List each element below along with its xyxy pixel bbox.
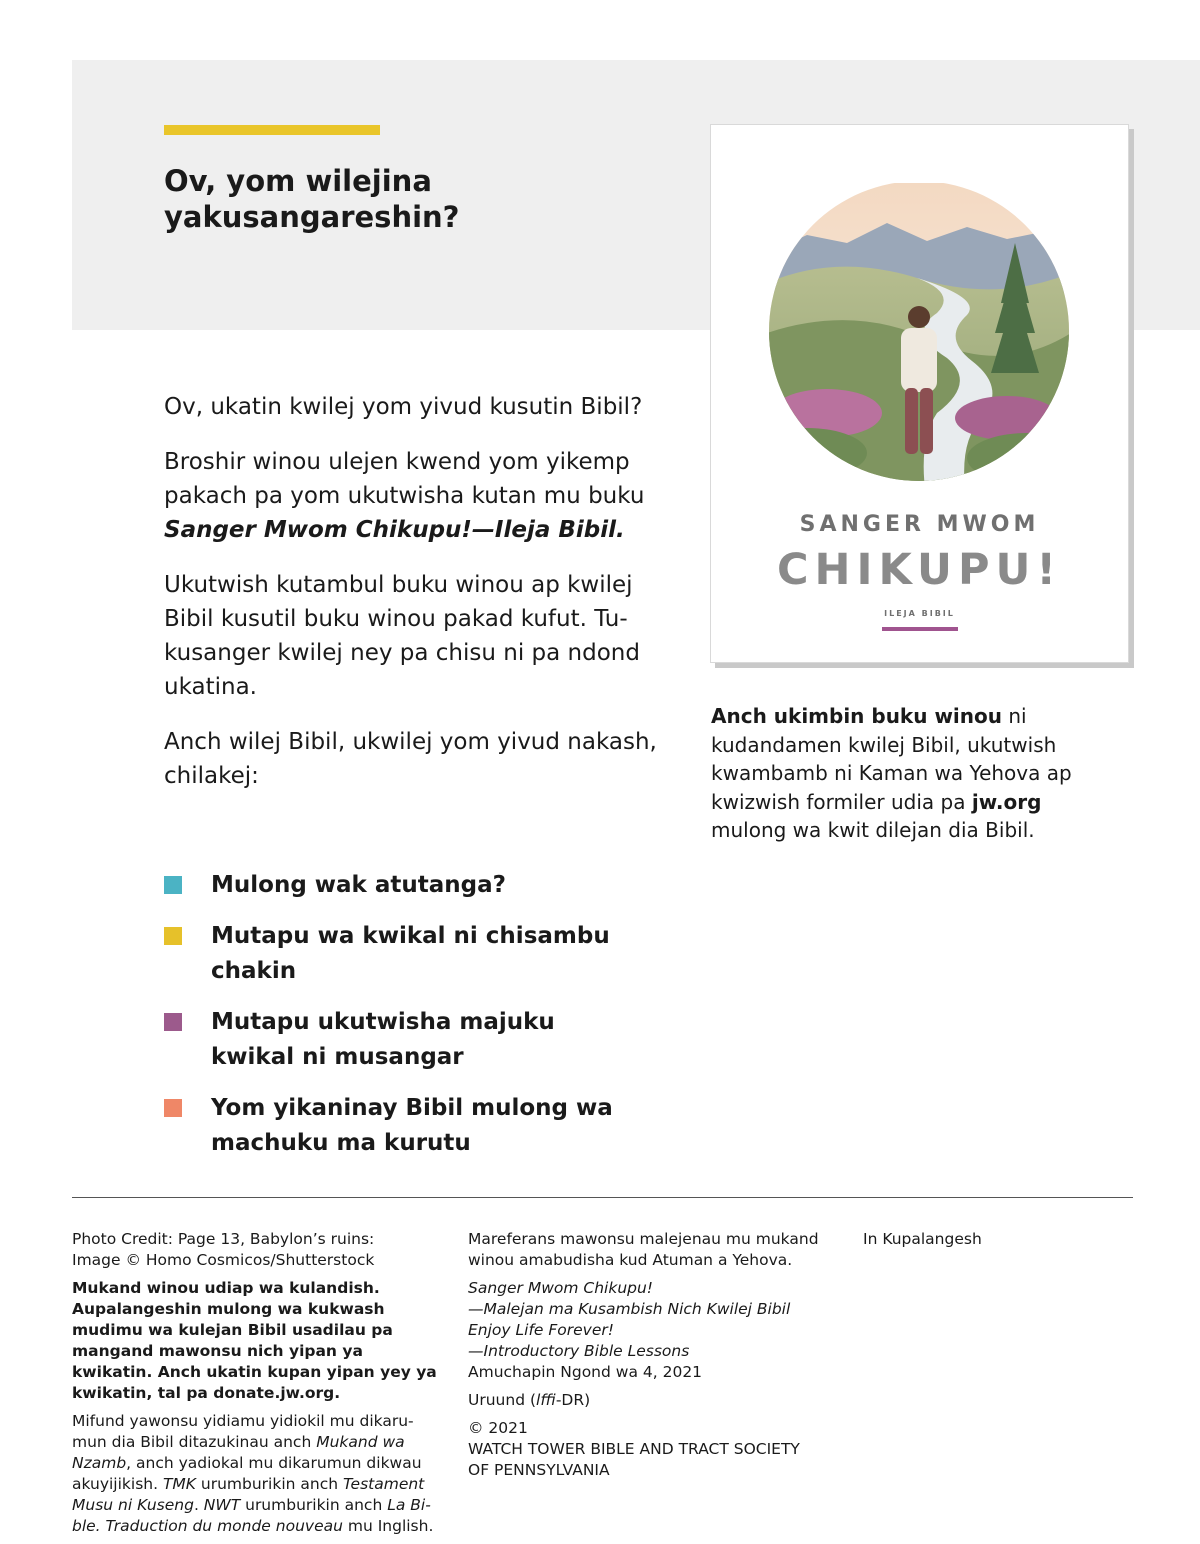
- language-note: In Kupalangesh: [863, 1230, 982, 1248]
- footer-column-2: [468, 1229, 838, 1488]
- list-item: [164, 868, 644, 903]
- donation-note: Mukand winou udiap wa kulandish. Aupalangeshin mulong wa kukwash mudimu wa kulejan Bibil usadilau pa mangand mawonsu nich yipan ya kwikatin. Anch ukatin kupan yipan yey ya kwikatin, tal pa donate.jw.org.: [72, 1279, 437, 1402]
- page-title-line1: Ov, yom wilejina: [164, 164, 432, 198]
- book-title-line: Enjoy Life Forever!: [468, 1321, 614, 1339]
- scripture-text: urumburikin anch: [240, 1496, 388, 1514]
- copyright-year: © 2021: [468, 1419, 528, 1437]
- scripture-italic: La Bible. Traduction du monde nouveau: [72, 1496, 431, 1535]
- topic-label: Yom yikaninay Bibil mulong wa machuku ma kurutu: [211, 1095, 613, 1156]
- page-title: [164, 163, 644, 235]
- publication-code: [468, 1390, 838, 1411]
- side-note-text: ni kudandamen kwilej Bibil, ukutwish kwambamb ni Kaman wa Yehova ap kwizwish formiler udia pa: [711, 704, 1072, 814]
- topic-label: Mulong wak atutanga?: [211, 872, 506, 898]
- scripture-text: , anch yadiokal mu dikarumun dikwau akuyijikish.: [72, 1454, 422, 1493]
- code-text: Uruund (: [468, 1391, 537, 1409]
- book-title: Sanger Mwom Chikupu!—Ileja Bibil.: [164, 517, 625, 543]
- copyright: [468, 1418, 838, 1481]
- intro-paragraph-4: Anch wilej Bibil, ukwilej yom yivud nakash, chilakej:: [164, 729, 657, 789]
- scripture-italic: TMK: [162, 1475, 196, 1493]
- book-title-line: —Malejan ma Kusambish Nich Kwilej Bibil: [468, 1300, 791, 1318]
- scripture-text: mu Inglish.: [342, 1517, 434, 1535]
- footer-divider: [72, 1197, 1133, 1198]
- photo-credit: [72, 1229, 442, 1271]
- book-titles: [468, 1278, 838, 1383]
- cover-title-large: CHIKUPU!: [776, 545, 1063, 595]
- yellow-square-icon: [164, 927, 182, 945]
- code-italic: lffi: [536, 1391, 556, 1409]
- intro-paragraph-3: Ukutwish kutambul buku winou ap kwilej Bibil kusutil buku winou pakad kufut. Tukusanger kwilej ney pa chisu ni pa ndond ukatina.: [164, 572, 640, 700]
- side-note-text-end: mulong wa kwit dilejan dia Bibil.: [711, 818, 1035, 842]
- copyright-org: OF PENNSYLVANIA: [468, 1461, 610, 1479]
- topic-label: Mutapu ukutwisha majuku kwikal ni musangar: [211, 1009, 555, 1070]
- title-accent-bar: [164, 125, 380, 135]
- side-note-lead: Anch ukimbin buku winou: [711, 704, 1002, 728]
- footer-column-1: [72, 1229, 442, 1544]
- publisher-note: Mareferans mawonsu malejenau mu mukand winou amabudisha kud Atuman a Yehova.: [468, 1230, 819, 1269]
- purple-square-icon: [164, 1013, 182, 1031]
- book-cover: [710, 124, 1129, 663]
- edition: Amuchapin Ngond wa 4, 2021: [468, 1363, 703, 1381]
- list-item: [164, 1091, 644, 1161]
- cover-title-small: SANGER MWOM: [799, 512, 1040, 537]
- topic-label: Mutapu wa kwikal ni chisambu chakin: [211, 923, 610, 984]
- list-item: [164, 1005, 644, 1075]
- cover-illustration: [767, 183, 1071, 493]
- copyright-org: WATCH TOWER BIBLE AND TRACT SOCIETY: [468, 1440, 800, 1458]
- intro-paragraph-2-text: Broshir winou ulejen kwend yom yikemp pakach pa yom ukutwisha kutan mu buku: [164, 449, 645, 509]
- intro-paragraph-1: Ov, ukatin kwilej yom yivud kusutin Bibil?: [164, 394, 643, 420]
- intro-text: [164, 390, 684, 814]
- photo-credit-line2: Image © Homo Cosmicos/Shutterstock: [72, 1251, 375, 1269]
- topic-list: [164, 868, 644, 1177]
- side-note: [711, 702, 1111, 845]
- scripture-text: Mifund yawonsu yidiamu yidiokil mu dikarumun dia Bibil ditazukinau anch: [72, 1412, 414, 1451]
- scripture-italic: Mukand wa Nzamb: [72, 1433, 405, 1472]
- scripture-text: .: [193, 1496, 204, 1514]
- list-item: [164, 919, 644, 989]
- book-title-line: Sanger Mwom Chikupu!: [468, 1279, 654, 1297]
- book-title-line: —Introductory Bible Lessons: [468, 1342, 690, 1360]
- cover-accent-line: [882, 627, 958, 631]
- scripture-note: [72, 1411, 442, 1537]
- scripture-text: urumburikin anch: [195, 1475, 343, 1493]
- page-title-line2: yakusangareshin?: [164, 200, 460, 234]
- code-text: -DR): [555, 1391, 591, 1409]
- footer-column-3: [863, 1229, 1113, 1257]
- intro-paragraph-2: [164, 445, 684, 547]
- scripture-italic: Testament Musu ni Kuseng: [72, 1475, 425, 1514]
- teal-square-icon: [164, 876, 182, 894]
- photo-credit-line1: Photo Credit: Page 13, Babylon’s ruins:: [72, 1230, 375, 1248]
- jw-org-link[interactable]: jw.org: [971, 789, 1042, 814]
- scripture-italic: NWT: [203, 1496, 241, 1514]
- cover-tagline: ILEJA BIBIL: [884, 609, 955, 618]
- orange-square-icon: [164, 1099, 182, 1117]
